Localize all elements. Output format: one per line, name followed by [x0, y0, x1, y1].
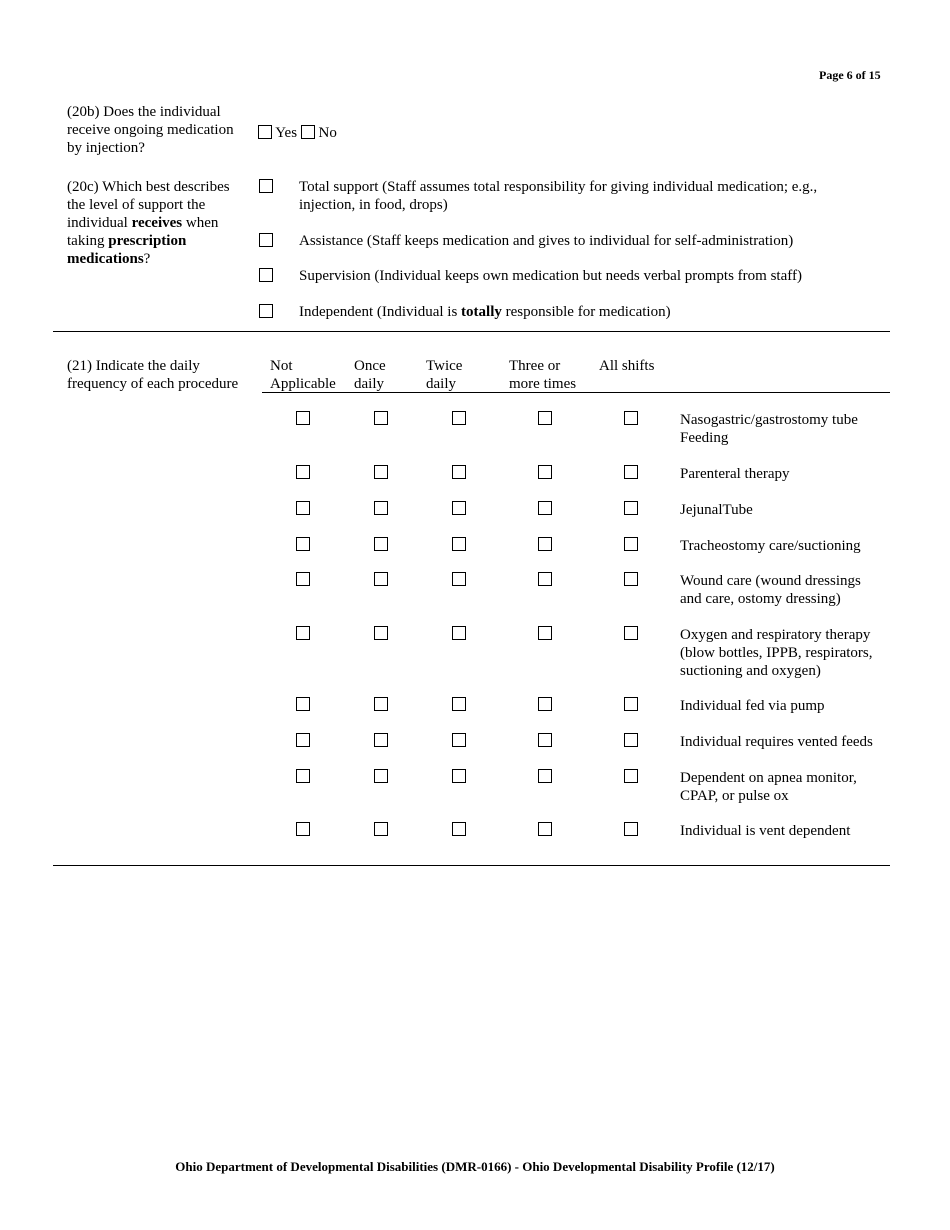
q20c-assistance-label: Assistance (Staff keeps medication and gives to individual for self-administration)	[299, 233, 794, 249]
procedure-checkbox-three-or-more[interactable]	[538, 572, 552, 586]
procedure-label: Dependent on apnea monitor, CPAP, or pulse ox	[680, 770, 857, 804]
procedure-checkbox-all-shifts[interactable]	[624, 411, 638, 425]
procedure-checkbox-once-daily[interactable]	[374, 572, 388, 586]
procedure-label: Individual is vent dependent	[680, 823, 851, 839]
procedure-checkbox-all-shifts[interactable]	[624, 626, 638, 640]
section-divider	[53, 331, 890, 332]
procedure-checkbox-twice-daily[interactable]	[452, 537, 466, 551]
q20b-yes-checkbox[interactable]	[258, 125, 272, 139]
q20c-supervision-checkbox[interactable]	[259, 268, 273, 282]
column-header-three-or-more: Three or more times	[509, 358, 577, 392]
procedure-checkbox-three-or-more[interactable]	[538, 411, 552, 425]
header-rule	[262, 392, 890, 393]
column-header-twice-daily: Twice daily	[426, 358, 463, 392]
procedure-checkbox-three-or-more[interactable]	[538, 822, 552, 836]
procedure-checkbox-three-or-more[interactable]	[538, 697, 552, 711]
procedure-checkbox-not-applicable[interactable]	[296, 572, 310, 586]
procedure-checkbox-all-shifts[interactable]	[624, 769, 638, 783]
q20b-answer	[258, 124, 337, 142]
procedure-checkbox-not-applicable[interactable]	[296, 822, 310, 836]
procedure-checkbox-once-daily[interactable]	[374, 626, 388, 640]
procedure-checkbox-three-or-more[interactable]	[538, 733, 552, 747]
q20b-question: (20b) Does the individual receive ongoing medication by injection?	[67, 104, 234, 156]
q20c-assistance-checkbox[interactable]	[259, 233, 273, 247]
q21-question: (21) Indicate the daily frequency of each procedure	[67, 358, 239, 392]
procedure-checkbox-three-or-more[interactable]	[538, 626, 552, 640]
procedure-checkbox-not-applicable[interactable]	[296, 537, 310, 551]
procedure-checkbox-not-applicable[interactable]	[296, 411, 310, 425]
procedure-checkbox-twice-daily[interactable]	[452, 572, 466, 586]
procedure-checkbox-three-or-more[interactable]	[538, 537, 552, 551]
procedure-checkbox-once-daily[interactable]	[374, 769, 388, 783]
q20c-independent-label: Independent (Individual is totally responsible for medication)	[299, 304, 671, 320]
procedure-label: Parenteral therapy	[680, 466, 790, 482]
procedure-checkbox-once-daily[interactable]	[374, 822, 388, 836]
q20b-no-checkbox[interactable]	[301, 125, 315, 139]
procedure-checkbox-twice-daily[interactable]	[452, 411, 466, 425]
procedure-checkbox-once-daily[interactable]	[374, 501, 388, 515]
q20c-total-support-checkbox[interactable]	[259, 179, 273, 193]
procedure-label: Individual fed via pump	[680, 698, 825, 714]
footer: Ohio Department of Developmental Disabilities (DMR-0166) - Ohio Developmental Disability Profile (12/17)	[175, 1159, 775, 1174]
procedure-checkbox-twice-daily[interactable]	[452, 822, 466, 836]
procedure-checkbox-once-daily[interactable]	[374, 537, 388, 551]
procedure-checkbox-three-or-more[interactable]	[538, 465, 552, 479]
procedure-checkbox-twice-daily[interactable]	[452, 465, 466, 479]
page-number: Page 6 of 15	[819, 68, 881, 82]
procedure-checkbox-all-shifts[interactable]	[624, 537, 638, 551]
procedure-checkbox-three-or-more[interactable]	[538, 501, 552, 515]
q20c-supervision-label: Supervision (Individual keeps own medication but needs verbal prompts from staff)	[299, 268, 802, 284]
q20c-independent-checkbox[interactable]	[259, 304, 273, 318]
procedure-checkbox-not-applicable[interactable]	[296, 626, 310, 640]
procedure-checkbox-once-daily[interactable]	[374, 697, 388, 711]
procedure-checkbox-twice-daily[interactable]	[452, 697, 466, 711]
column-header-all-shifts: All shifts	[599, 358, 655, 374]
procedure-label: JejunalTube	[680, 502, 753, 518]
section-divider-bottom	[53, 865, 890, 866]
q20b-yes-label: Yes	[275, 125, 298, 141]
procedure-checkbox-all-shifts[interactable]	[624, 822, 638, 836]
procedure-checkbox-twice-daily[interactable]	[452, 626, 466, 640]
procedure-checkbox-once-daily[interactable]	[374, 411, 388, 425]
procedure-checkbox-once-daily[interactable]	[374, 465, 388, 479]
q20c-question: (20c) Which best describes the level of support the individual receives when taking prescription medications?	[67, 179, 230, 267]
column-header-not-applicable: Not Applicable	[270, 358, 336, 392]
procedure-checkbox-all-shifts[interactable]	[624, 697, 638, 711]
q20b-no-label: No	[318, 125, 337, 141]
procedure-label: Oxygen and respiratory therapy (blow bottles, IPPB, respirators, suctioning and oxygen)	[680, 627, 873, 679]
procedure-label: Individual requires vented feeds	[680, 734, 873, 750]
procedure-checkbox-all-shifts[interactable]	[624, 572, 638, 586]
procedure-checkbox-not-applicable[interactable]	[296, 697, 310, 711]
procedure-label: Tracheostomy care/suctioning	[680, 538, 861, 554]
q20c-total-support-label: Total support (Staff assumes total responsibility for giving individual medication; e.g., injection, in food, drops)	[299, 179, 818, 213]
procedure-checkbox-twice-daily[interactable]	[452, 501, 466, 515]
procedure-checkbox-three-or-more[interactable]	[538, 769, 552, 783]
procedure-label: Nasogastric/gastrostomy tube Feeding	[680, 412, 858, 446]
procedure-checkbox-twice-daily[interactable]	[452, 733, 466, 747]
procedure-checkbox-all-shifts[interactable]	[624, 465, 638, 479]
procedure-checkbox-all-shifts[interactable]	[624, 501, 638, 515]
column-header-once-daily: Once daily	[354, 358, 386, 392]
procedure-checkbox-twice-daily[interactable]	[452, 769, 466, 783]
procedure-checkbox-not-applicable[interactable]	[296, 733, 310, 747]
procedure-checkbox-not-applicable[interactable]	[296, 465, 310, 479]
procedure-checkbox-not-applicable[interactable]	[296, 769, 310, 783]
procedure-label: Wound care (wound dressings and care, ostomy dressing)	[680, 573, 861, 607]
procedure-checkbox-not-applicable[interactable]	[296, 501, 310, 515]
procedure-checkbox-all-shifts[interactable]	[624, 733, 638, 747]
procedure-checkbox-once-daily[interactable]	[374, 733, 388, 747]
